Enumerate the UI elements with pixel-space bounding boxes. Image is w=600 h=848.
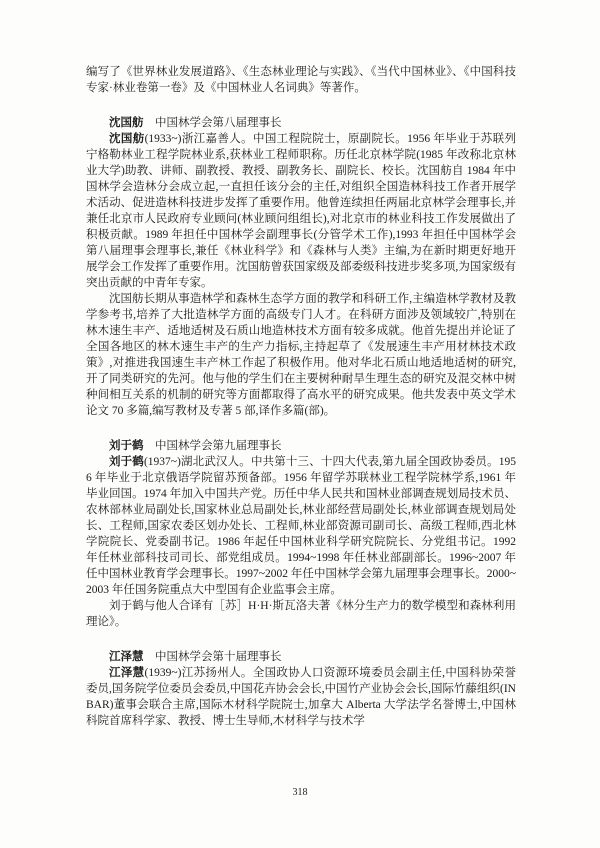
- biography-section-2: [86, 438, 516, 630]
- chairman-name-lead: 江泽慧: [109, 667, 145, 679]
- chairman-name: 刘于鹤: [109, 440, 144, 452]
- chairman-name-lead: 刘于鹤: [109, 456, 144, 468]
- chairman-name-lead: 沈国舫: [109, 133, 145, 145]
- section-heading: [86, 649, 516, 665]
- chairman-title: 中国林学会第九届理事长: [155, 440, 282, 452]
- page-number: 318: [292, 787, 308, 798]
- bio-paragraph: 沈国舫长期从事造林学和森林生态学方面的教学和科研工作,主编造林学教材及教学参考书,培养了大批造林学方面的高级专门人才。在科研方面涉及领域较广,特别在林木速生丰产、适地适树及石质山地造林技术方面有较多成就。他首先提出并论证了全国各地区的林木速生丰产的生产力指标,主持起草了《发展速生丰产用材林技术政策》,对推进我国速生丰产林工作起了积极作用。他对华北石质山地适地适树的研究,开了同类研究的先河。他与他的学生们在主要树种耐旱生理生态的研究及混交林中树种间相互关系的机制的研究等方面都取得了高水平的研究成果。他共发表中英文学术论文 70 多篇,编写教材及专著 5 部,译作多篇(部)。: [86, 293, 516, 417]
- section-heading: [86, 115, 516, 131]
- section-heading: [86, 438, 516, 454]
- biography-section-3: [86, 649, 516, 729]
- bio-paragraph: [86, 131, 516, 291]
- bio-text: (1939~)江苏扬州人。全国政协人口资源环境委员会副主任,中国科协荣誉委员,国务院学位委员会委员,中国花卉协会会长,中国竹产业协会会长,国际竹藤组织(INBAR)董事会联合主席,国际木材科学院院士,加拿大 Alberta 大学法学名誉博士,中国林科院首席科学家、教授、博士生导师,木材科学与技术学: [86, 667, 516, 727]
- chairman-name: 江泽慧: [109, 651, 144, 663]
- bio-paragraph: [86, 665, 516, 729]
- translation-paragraph: 刘于鹤与他人合译有［苏］H·H·斯瓦洛夫著《林分生产力的数学模型和森林利用理论》。: [86, 600, 516, 628]
- bio-paragraph: [86, 454, 516, 598]
- bio-text: (1933~)浙江嘉善人。中国工程院院士，原副院长。1956 年毕业于苏联列宁格勒林业工程学院林业系,获林业工程师职称。历任北京林学院(1985 年改称北京林业大学)助教、讲师、副教授、教授、副教务长、副院长、校长。沈国舫自 1984 年中国林学会造林分会成立起,一直担任该分会的主任,对组织全国造林科技工作者开展学术活动、促进造林科技进步发挥了重要作用。他曾连续担任两届北京林学会理事长,并兼任北京市人民政府专业顾问(林业顾问组组长),对北京市的林业科技工作发展做出了积极贡献。1989 年担任中国林学会副理事长(分管学术工作),1993 年担任中国林学会第八届理事会理事长,兼任《林业科学》和《森林与人类》主编,为在新时期更好地开展学会工作发挥了重要作用。沈国舫曾获国家级及部委级科技进步奖多项,为国家级有突出贡献的中青年专家。: [86, 133, 516, 289]
- chairman-name: 沈国舫: [109, 117, 144, 129]
- text-block: [86, 64, 516, 729]
- biography-section-1: [86, 115, 516, 419]
- intro-paragraph: 编写了《世界林业发展道路》、《生态林业理论与实践》、《当代中国林业》、《中国科技专家·林业卷第一卷》及《中国林业人名词典》等著作。: [86, 66, 516, 94]
- chairman-title: 中国林学会第十届理事长: [155, 651, 282, 663]
- bio-text: (1937~)湖北武汉人。中共第十三、十四大代表,第九届全国政协委员。1956 年毕业于北京俄语学院留苏预备部。1956 年留学苏联林业工程学院林学系,1961 年毕业回国。1974 年加入中国共产党。历任中华人民共和国林业部调查规划局技术员、农林部林业局副处长,国家林业总局副处长,林业部经营局副处长,林业部调查规划局处长、工程师,国家农委区划办处长、工程师,林业部资源司副司长、高级工程师,西北林学院院长、党委副书记。1986 年起任中国林业科学研究院院长、分党组书记。1992 年任林业部科技司司长、部党组成员。1994~1998 年任林业部副部长。1996~2007 年任中国林业教育学会理事长。1997~2002 年任中国林学会第九届理事会理事长。2000~2003 年任国务院重点大中型国有企业监事会主席。: [86, 456, 516, 596]
- chairman-title: 中国林学会第八届理事长: [155, 117, 282, 129]
